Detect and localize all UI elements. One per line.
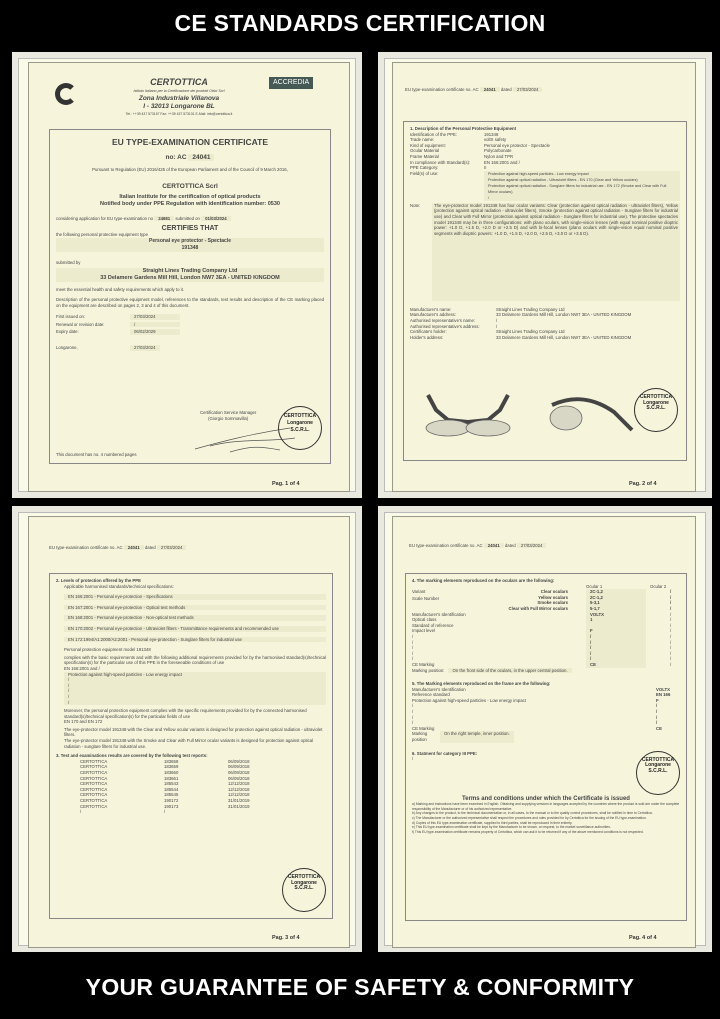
section-6-value: /: [412, 756, 414, 762]
field-k: First issued on:: [56, 314, 86, 320]
field-k: Authorised representative's name:: [410, 317, 476, 323]
field-of-use: /: [484, 195, 680, 201]
field-name: Clear with Full Mirror oculars: [508, 605, 568, 611]
field-v: /: [656, 714, 658, 720]
field-o2: /: [670, 605, 672, 611]
ppe-description-box: [403, 121, 687, 461]
field-date: 12/12/2018: [228, 792, 250, 798]
field-no: 183659: [164, 764, 179, 770]
terms-item: c) The Manufacturer or the authorized representative shall respect the procedures and rules provided for by Certottica for the issuing of the EU type-examination.: [412, 816, 647, 820]
field-no: 185543: [164, 781, 179, 787]
org-address-1: Zona Industriale Villanova: [138, 95, 220, 102]
field-date: 12/12/2018: [228, 786, 250, 792]
spectacles-side-image: [544, 390, 634, 440]
standard-item: EN 170:2002 - Personal eye-protection - Ultraviolet filters - Transmittance requirements and recommended use: [64, 626, 326, 632]
certottica-stamp: CERTOTTICA Longarone S.C.R.L.: [634, 388, 678, 432]
org-contact: Tel.: ++39 437 573157 Fax: ++39 437 573131 E-Mail: info@certottica.it: [125, 112, 233, 116]
field-v: Polycarbonate: [484, 148, 512, 154]
cert-no-label: no: AC: [165, 154, 187, 161]
field-o2: /: [670, 617, 672, 623]
field-v: EN 166: [656, 692, 671, 698]
field-k: Standard of reference: [412, 622, 454, 628]
report-row: [56, 809, 271, 815]
field-o1: VOLTX: [586, 612, 646, 618]
field-v: F: [656, 697, 659, 703]
field-lab: CERTOTTICA: [80, 764, 108, 770]
field-k: /: [412, 650, 414, 656]
manufacturer-row: [410, 335, 680, 341]
field-k: Frame Material: [410, 153, 439, 159]
field-no: 183660: [164, 770, 179, 776]
field-of-use: Protection against high-speed particles - Low energy impact: [484, 171, 680, 177]
model-line: Personal protection equipment model 191348: [64, 647, 151, 653]
field-date: 06/09/2018: [228, 775, 250, 781]
field-o1: /: [586, 634, 646, 640]
certificate-page-2: [392, 62, 696, 492]
field-k: Reference standard: [412, 692, 450, 698]
cert-no: 24041: [188, 154, 214, 161]
field-k: /: [412, 709, 414, 715]
field-v: VOLTX: [656, 686, 671, 692]
field-o2: /: [670, 656, 672, 662]
field-v: II: [484, 165, 487, 171]
field-lab: CERTOTTICA: [80, 758, 108, 764]
slash-item: /: [64, 700, 326, 706]
certifies-heading: CERTIFIES THAT: [161, 225, 219, 233]
ppe-model: 191348: [56, 245, 324, 252]
field-o1: 2C-1,2: [586, 589, 646, 595]
following-text: the following personal protective equipment type: [56, 232, 148, 238]
field-o1: /: [586, 651, 646, 657]
field-of-use: Protection against optical radiation - Sunglare filters for industrial use - EN 172 (Smoke and Clear with Full Mirror oculars): [484, 183, 680, 195]
field-lab: CERTOTTICA: [80, 770, 108, 776]
impact-line: Protection against high-speed particles - Low energy impact: [64, 672, 326, 678]
page-number: Pag. 2 of 4: [629, 481, 657, 487]
certificate-page-1: [28, 62, 350, 492]
field-name: Clear oculars: [540, 589, 568, 595]
field-o2: /: [670, 650, 672, 656]
ref-header: EU type-examination certificate no. AC 24041 dated 27/03/2024: [49, 545, 186, 551]
standard-item: EN 167:2001 - Personal eye-protection - Optical test methods: [64, 605, 326, 611]
field-lab: CERTOTTICA: [80, 786, 108, 792]
date-row: [56, 314, 324, 320]
bottom-banner: YOUR GUARANTEE OF SAFETY & CONFORMITY: [85, 974, 635, 1000]
field-k: Manufacturer's Identification: [412, 611, 466, 617]
field-k: Authorised representative's address:: [410, 323, 480, 329]
field-k: CE Marking: [412, 661, 435, 667]
scale-label: Scale Number: [412, 596, 440, 602]
field-lab: CERTOTTICA: [80, 803, 108, 809]
top-banner: CE STANDARDS CERTIFICATION: [174, 10, 546, 36]
field-k: /: [412, 720, 414, 726]
field-v: 191348: [484, 131, 499, 137]
field-v: CE: [656, 725, 662, 731]
terms-title: Terms and conditions under which the Certificate is issued: [462, 795, 630, 802]
variant-label: Variant: [412, 589, 426, 595]
certottica-stamp: CERTOTTICA Longarone S.C.R.L.: [278, 406, 322, 450]
field-no: /: [164, 809, 166, 815]
ocular-2-header: Ocular 2: [650, 583, 667, 589]
standard-item: EN 172:1994/A1:2000/A2:2001 - Personal eye-protection - Sunglare filters for industrial use: [64, 637, 326, 643]
field-o2: /: [670, 594, 672, 600]
submitted-label: submitted on: [175, 215, 200, 221]
field-v: voltX safety: [484, 137, 507, 143]
org-name: CERTOTTICA: [150, 77, 208, 87]
pages-note: This document has no. 4 numbered pages: [56, 452, 137, 457]
field-k: Protection against high-speed particles - Low energy impact: [412, 697, 526, 703]
notified-body-text: Notified body under PPE Regulation with identification number: 0530: [100, 200, 280, 207]
field-lab: /: [80, 809, 82, 815]
section-6-heading: 6. Statment for category III PPE:: [412, 750, 478, 756]
field-lab: CERTOTTICA: [80, 798, 108, 803]
fields-of-use-label: Field(s) of use:: [410, 170, 439, 176]
field-no: 190172: [164, 798, 179, 803]
field-v: Personal eye protector - Spectacle: [484, 142, 550, 148]
signer-title: Certification Service Manager: [200, 410, 257, 415]
submitted-date: 01/03/2024: [201, 216, 231, 221]
field-no: 185545: [164, 792, 179, 798]
certificate-page-4: [392, 516, 696, 948]
page-number: Pag. 3 of 4: [272, 935, 300, 941]
field-k: Trade name:: [410, 137, 435, 143]
marking-box: [405, 573, 687, 921]
field-date: 12/12/2018: [228, 781, 250, 787]
variant-row: [412, 606, 680, 612]
field-v: /: [496, 323, 498, 329]
slash-item: /: [64, 683, 326, 689]
ocular-1-header: Ocular 1: [586, 583, 603, 589]
standard-item: EN 168:2001 - Personal eye-protection - Non-optical test methods: [64, 615, 326, 621]
field-lab: CERTOTTICA: [80, 792, 108, 798]
field-no: 190173: [164, 803, 179, 809]
page-number: Pag. 1 of 4: [272, 481, 300, 487]
certottica-logo-icon: [55, 83, 77, 105]
application-no: 24681: [154, 216, 174, 221]
field-k: Manufacturer's address:: [410, 312, 456, 318]
certificate-box: [49, 129, 331, 464]
submitted-by-label: submitted by: [56, 259, 81, 265]
field-k: /: [412, 703, 414, 709]
field-o2: /: [670, 600, 672, 606]
accredia-logo: ACCREDIA: [269, 77, 313, 89]
field-k: /: [412, 656, 414, 662]
company-address: 33 Delamere Gardens Mill Hill, London NW7 3EA - UNITED KINGDOM: [56, 275, 324, 282]
description-text: Description of the personal protective equipment model, references to the standards, test results and description of the CE marking placed on the equipment are described on pages 2, 3 and 4 of this document.: [56, 296, 324, 308]
spectacles-front-image: [418, 390, 518, 440]
field-k: Identification of the PPE:: [410, 131, 458, 137]
terms-item: f) This EU type-examination certificate remains property of Certottica, which can ask it to be returned if any of the above mentioned conditions is not respected.: [412, 829, 644, 834]
signer-name: (Giorgio Sommavilla): [208, 415, 249, 421]
field-v: 27/03/2024: [130, 314, 180, 320]
date-row: [56, 329, 324, 335]
field-o1: /: [586, 645, 646, 651]
complies-text: complies with the basic requirements and with the following additional requirements provided for by the harmonised standard(s)/technical specification(s) for the particular use of this PPE in the foreseeable conditions of use: [64, 654, 326, 666]
field-v: 33 Delamere Gardens Mill Hill, London NW7 3EA - UNITED KINGDOM: [496, 334, 632, 340]
field-k: CE Marking: [412, 725, 435, 731]
field-date: 06/09/2018: [228, 758, 250, 764]
field-o2: /: [670, 645, 672, 651]
en166-line: EN 166:2001 and /: [64, 665, 100, 671]
moreover-text: Moreover, the personal protection equipment complies with the specific requirements provided for by the connected harmonised standard(s)/technical specification(s) for the particular fields of use: [64, 708, 307, 719]
field-v: Nylon and TPR: [484, 153, 514, 159]
terms-item: e) This EU type-examination certificate shall be kept by the Manufacturer to be shown, on request, to the market surveillance authorities.: [412, 825, 611, 830]
field-no: 183658: [164, 758, 179, 764]
applicable-text: Applicable harmonised standards/technical specifications:: [64, 583, 174, 589]
note-text: The eye-protector model 191348 has four ocular variants: Clear (protection against optical radiation - ultraviolet filters), Yellow (protection against optical radiation - ultraviolet filters), Smoke (protection against optical radiation - Sunglare filters for industrial use) and Clear with Full Mirror (protection against optical radiation - Sunglare filters for industrial use). The protective spectacles model 191348 may be in three configurations: with plano oculars, with single-vision lenses (with equal nominal positive dioptric power: +1.0 D, +1.5 D, +2.0 D or +2.5 D) and with bi-focal lenses (plano oculars with single-vision equal nominal positive segments with dioptric powers: +1.0 D, +1.5 D, +2.0 D, +2.5 D, +3.0 D or +3.5 D).: [432, 203, 680, 301]
field-v: Straight Lines Trading Company Ltd: [496, 329, 565, 335]
field-o2: /: [670, 589, 672, 595]
field-date: 31/01/2019: [228, 798, 250, 803]
field-date: 31/01/2019: [228, 803, 250, 809]
meet-text: meet the essential health and safety requirements which apply to it.: [56, 287, 185, 293]
field-v: EN 166:2001 and /: [484, 159, 520, 165]
field-k: Holder's address:: [410, 334, 444, 340]
field-v: /: [130, 322, 180, 328]
field-v: Straight Lines Trading Company Ltd: [496, 306, 565, 312]
section-2-heading: 2. Levels of protection offered by the PPE: [56, 578, 141, 583]
ref-header: EU type-examination certificate no. AC 24041 dated 27/03/2024: [405, 87, 542, 93]
design-text-2: The eye-protector model 191348 with the Smoke and Clear with Full Mirror ocular variants is designed for protection against optical radiation - sunglare filters for industrial use.: [64, 738, 314, 749]
field-date: 06/09/2018: [228, 770, 250, 776]
field-of-use: Protection against optical radiation - Ultraviolet filters - EN 170 (Clear and Yellow oculars): [484, 177, 680, 183]
field-v: 33 Delamere Gardens Mill Hill, London NW7 3EA - UNITED KINGDOM: [496, 312, 632, 318]
field-o2: /: [670, 633, 672, 639]
field-name: Smoke oculars: [537, 600, 568, 606]
field-no: 185544: [164, 786, 179, 792]
institute-text: Italian Institute for the certification of optical products: [119, 193, 261, 200]
field-k: Certificate's holder:: [410, 329, 447, 335]
section-5-heading: 5. The Marking elements reproduced on the frame are the following:: [412, 681, 551, 687]
terms-item: b) Any changes to the product, to the technical documentation or, in all cases, to the manual or to the quality control procedures, shall be notified in time to Certottica.: [412, 811, 653, 816]
field-o2: /: [670, 622, 672, 628]
frame-position: On the right temple, inner position.: [440, 731, 514, 742]
field-o2: /: [670, 628, 672, 634]
field-k: Ocular Material: [410, 148, 440, 154]
field-o1: /: [586, 640, 646, 646]
field-k: Kind of equipment:: [410, 142, 446, 148]
field-k: Renewal or revision date:: [56, 321, 105, 327]
field-o1: 5-3,1: [586, 600, 646, 606]
certificate-page-3: [28, 516, 350, 948]
field-o1: 2C-1,2: [586, 595, 646, 601]
field-o2: /: [670, 639, 672, 645]
field-v: /: [656, 709, 658, 715]
standard-item: EN 166:2001 - Personal eye-protection - Specifications: [64, 594, 326, 600]
field-v: 06/02/2029: [130, 329, 180, 335]
section-3-heading: 3. Test and examinations results are covered by the following test reports:: [56, 753, 208, 759]
field-no: 183661: [164, 775, 179, 781]
org-address-2: I - 32013 Longarone BL: [143, 103, 215, 110]
field-o1: /: [586, 656, 646, 662]
org-subtitle: Istituto Italiano per la Certificazione dei prodotti Ottici Scrl: [133, 89, 225, 93]
field-k: PPE Category:: [410, 165, 439, 171]
field-k: Impact level: [412, 628, 435, 634]
field-k: /: [412, 639, 414, 645]
ppe-type: Personal eye protector - Spectacle: [56, 238, 324, 245]
scrl-heading: CERTOTTICA Scrl: [162, 182, 218, 190]
terms-item: d) Copies of this EU type-examination certificate, supplied to third parties, shall be reproduced in their entirety.: [412, 820, 573, 825]
certificate-title: EU TYPE-EXAMINATION CERTIFICATE: [112, 137, 268, 147]
frame-position-label: Marking position: [412, 731, 428, 743]
field-date: 06/09/2018: [228, 764, 250, 770]
protection-levels-box: [49, 573, 333, 919]
field-k: In compliance with Standard(s):: [410, 159, 471, 165]
pursuant-text: Pursuant to Regulation (EU) 2016/425 of the European Parliament and of the Council of 9 March 2016,: [92, 167, 288, 172]
field-name: Yellow oculars: [538, 594, 568, 600]
section-1-heading: 1. Description of the Personal Protective Equipment: [410, 126, 517, 131]
section-4-heading: 4. The marking elements reproduced on the oculars are the following:: [412, 578, 555, 583]
slash-item: /: [64, 677, 326, 683]
field-lab: CERTOTTICA: [80, 775, 108, 781]
field-lab: CERTOTTICA: [80, 781, 108, 787]
slash-item: /: [64, 694, 326, 700]
date-row: [56, 322, 324, 328]
company-name: Straight Lines Trading Company Ltd: [56, 268, 324, 275]
field-v: /: [496, 317, 498, 323]
field-o2: /: [670, 661, 672, 667]
field-o2: /: [670, 611, 672, 617]
place-label: Longarone,: [56, 344, 78, 350]
field-v: /: [656, 703, 658, 709]
field-o1: F: [586, 628, 646, 634]
field-k: Manufacturer's Identification: [412, 686, 466, 692]
considering-text: considering application for EU type-examination no: [56, 215, 153, 221]
field-k: Manufacturer's name:: [410, 306, 452, 312]
ref-header: EU type-examination certificate no. AC 24041 dated 27/03/2024: [409, 543, 546, 549]
certottica-stamp: CERTOTTICA Longarone S.C.R.L.: [282, 868, 326, 912]
marking-position-label: Marking position:: [412, 667, 445, 673]
field-k: Optical class: [412, 617, 437, 623]
terms-item: a) Marking and instructions have been examined in English. Obtaining and supplying versions in languages accepted by the countries where the product is sold are under the complete responsibility of the Manufacturer or of his authorized representative.: [412, 802, 680, 811]
slash-item: /: [64, 688, 326, 694]
certottica-stamp: CERTOTTICA Longarone S.C.R.L.: [636, 751, 680, 795]
field-o1: 5-1,7: [586, 606, 646, 612]
field-k: /: [412, 645, 414, 651]
note-label: Note:: [410, 202, 421, 208]
place-date: 27/03/2024: [130, 345, 160, 351]
design-text-1: The eye-protector model 191348 with the Clear and Yellow ocular variants is designed for protection against optical radiation - ultraviolet filters.: [64, 726, 323, 738]
field-v: /: [656, 720, 658, 726]
marking-position: On the front side of the oculars, in the upper central position.: [448, 668, 571, 674]
field-o1: CE: [586, 662, 646, 668]
field-k: /: [412, 633, 414, 639]
field-k: Expiry date:: [56, 329, 79, 335]
field-o1: 1: [586, 617, 646, 623]
en170-line: EN 170 and EN 172: [64, 719, 103, 725]
page-number: Pag. 4 of 4: [629, 935, 657, 941]
field-k: /: [412, 714, 414, 720]
